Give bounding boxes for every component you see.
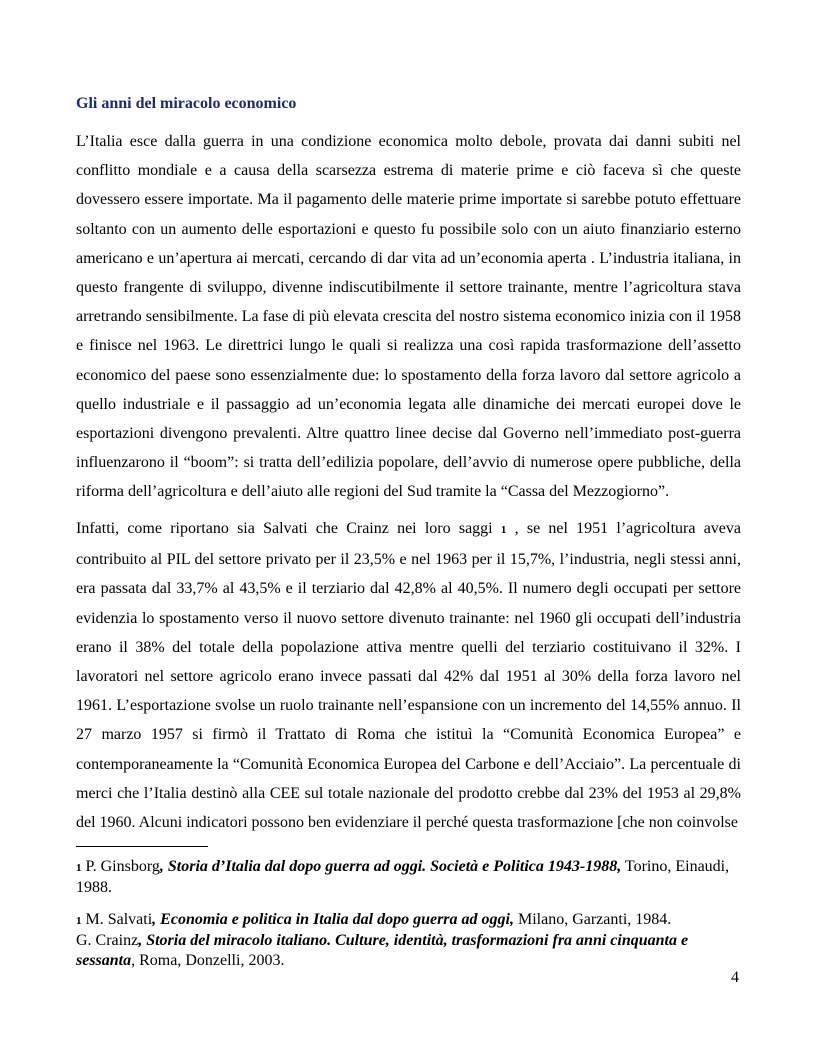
section-heading: Gli anni del miracolo economico	[76, 95, 297, 112]
paragraph-2-text-end: , se nel 1951 l’agricoltura aveva contribuito al PIL del settore privato per il 23,5% e nel 1963 per il 15,7%, l’industria, negli stessi anni, era passata dal 33,7% al 43,5% e il terziario dal 42,8% al 40,5%. Il numero degli occupati per settore evidenzia lo spostamento verso il nuovo settore divenuto trainante: nel 1960 gli occupati dell’industria erano il 38% del totale della popolazione attiva mentre quelli del terziario costituivano il 32%. I lavoratori nel settore agricolo erano invece passati dal 42% dal 1951 al 30% della forza lavoro nel 1961. L’esportazione svolse un ruolo trainante nell’espansione con un incremento del 14,55% annuo. Il 27 marzo 1957 si firmò il Trattato di Roma che istituì la “Comunità Economica Europea” e contemporaneamente la “Comunità Economica Europea del Carbone e dell’Acciaio”. La percentuale di merci che l’Italia destinò alla CEE sul totale nazionale del prodotto crebbe dal 23% del 1953 al 29,8% del 1960. Alcuni indicatori possono ben evidenziare il perché questa trasformazione [che non coinvolse	[76, 520, 742, 832]
footnote-1-publisher: Torino, Einaudi, 1988.	[76, 858, 730, 896]
page-number: 4	[731, 969, 739, 986]
footnote-2-author: M. Salvati	[81, 911, 153, 928]
footnote-1-mark: 1	[76, 862, 82, 874]
footnote-separator	[76, 846, 208, 847]
footnote-2-author-2: G. Crainz	[76, 932, 139, 949]
footnote-2-title: , Economia e politica in Italia dal dopo guerra ad oggi,	[152, 911, 514, 928]
footnote-1-title: , Storia d’Italia dal dopo guerra ad oggi. Società e Politica 1943-1988,	[159, 858, 622, 875]
paragraph-1: L’Italia esce dalla guerra in una condizione economica molto debole, provata dai danni subiti nel conflitto mondiale e a causa della scarsezza estrema di materie prime e ciò faceva sì che queste dovessero essere importate. Ma il pagamento delle materie prime importate si sarebbe potuto effettuare soltanto con un aumento delle esportazioni e questo fu possibile solo con un aiuto finanziario esterno americano e un’apertura ai mercati, cercando di dar vita ad un’economia aperta . L’industria italiana, in questo frangente di sviluppo, divenne indiscutibilmente il settore trainante, mentre l’agricoltura stava arretrando sensibilmente. La fase di più elevata crescita del nostro sistema economico inizia con il 1958 e finisce nel 1963. Le direttrici lungo le quali si realizza una così rapida trasformazione dell’assetto economico del paese sono essenzialmente due: lo spostamento della forza lavoro dal settore agricolo a quello industriale e il passaggio ad un’economia legata alle dinamiche dei mercati europei dove le esportazioni divengono prevalenti. Altre quattro linee decise dal Governo nell’immediato post-guerra influenzarono il “boom”: si tratta dell’edilizia popolare, dell’avvio di numerose opere pubbliche, della riforma dell’agricoltura e dell’aiuto alle regioni del Sud tramite la “Cassa del Mezzogiorno”.	[76, 133, 741, 501]
footnote-1-author: P. Ginsborg	[81, 858, 160, 875]
paragraph-2	[76, 514, 741, 837]
footnote-1	[76, 857, 741, 898]
paragraph-2-text-start: Infatti, come riportano sia Salvati che Crainz nei loro saggi	[76, 520, 501, 537]
footnote-2-title-2: , Storia del miracolo italiano. Culture, identità, trasformazioni fra anni cinquanta e sessanta	[76, 932, 689, 969]
footnote-2-publisher-2: , Roma, Donzelli, 2003.	[131, 952, 285, 969]
footnote-2	[76, 910, 741, 971]
footnote-2-publisher: Milano, Garzanti, 1984.	[513, 911, 672, 928]
footnote-2-mark: 1	[76, 915, 82, 927]
footnote-reference[interactable]: 1	[500, 524, 507, 536]
